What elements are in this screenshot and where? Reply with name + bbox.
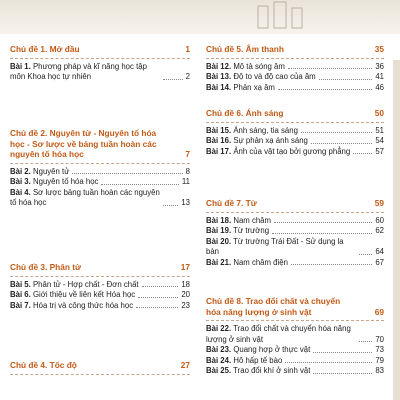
lesson-number: Bài 7. [10,300,31,310]
dot-leader [163,79,183,80]
lesson-number: Bài 14. [206,82,232,92]
lesson-number: Bài 1. [10,61,31,71]
lesson-number: Bài 3. [10,177,31,186]
lesson-title: Trao đổi chất và chuyển hóa năng lượng ở sinh vật [206,324,351,344]
dot-leader [301,132,372,133]
chapter-divider [206,122,384,123]
chapter-section [206,296,384,377]
chapter-title: Chủ đề 3. Phân tử [10,262,82,272]
lesson-number: Bài 23. [206,345,232,354]
dot-leader [136,307,178,308]
lesson-entry[interactable] [206,324,384,345]
decorative-illustration-icon [250,0,310,34]
lesson-title: Sự phản xạ ánh sáng [233,136,308,145]
lesson-page-number: 41 [375,72,384,81]
dot-leader [311,143,372,144]
lesson-label [206,72,316,83]
lesson-number: Bài 25. [206,366,232,375]
chapter-title: Chủ đề 6. Ánh sáng [206,108,284,118]
lesson-label [206,136,308,147]
lesson-number: Bài 20. [206,236,232,246]
lesson-number: Bài 4. [10,187,31,197]
lesson-entry[interactable] [206,62,384,73]
lesson-title: Quang hợp ở thực vật [233,345,311,354]
lesson-number: Bài 2. [10,166,31,176]
lesson-label [206,147,350,158]
lesson-label [10,280,139,291]
chapter-page-number: 59 [374,198,384,208]
dot-leader [272,233,372,234]
chapter-divider [206,58,384,59]
lesson-page-number: 79 [375,355,384,365]
lesson-entry[interactable] [206,147,384,158]
lesson-title: Mô tả sóng âm [233,61,285,71]
chapter-heading[interactable] [206,296,384,317]
lesson-entry[interactable] [206,72,384,83]
lesson-entry[interactable] [206,258,384,269]
chapter-section [10,44,190,83]
chapter-heading[interactable] [10,360,190,371]
lesson-page-number: 64 [375,247,384,256]
lesson-page-number: 8 [185,166,190,176]
lesson-title: Phân tử - Hợp chất - Đơn chất [32,279,139,289]
dot-leader [274,222,372,223]
lesson-entry[interactable] [10,62,190,83]
chapter-divider [10,374,190,375]
chapter-section [10,128,190,209]
chapter-title: Chủ đề 7. Từ [206,198,257,208]
lesson-title: Nguyên tố hóa học [32,177,99,186]
dot-leader [359,254,372,255]
dot-leader [291,264,372,265]
dot-leader [313,352,372,353]
lesson-label [206,62,285,73]
lesson-page-number: 46 [375,82,384,92]
dot-leader [285,362,372,363]
lesson-entry[interactable] [206,83,384,94]
lesson-entry[interactable] [10,280,190,291]
lesson-page-number: 51 [375,125,384,135]
lesson-number: Bài 12. [206,61,232,71]
lesson-entry[interactable] [10,301,190,312]
dot-leader [101,184,178,185]
lesson-entry[interactable] [206,237,384,258]
lesson-page-number: 70 [375,334,384,344]
lesson-number: Bài 22. [206,324,232,333]
lesson-number: Bài 5. [10,279,31,289]
dot-leader [288,68,372,69]
chapter-page-number: 17 [180,262,190,272]
lesson-title: Phản xạ âm [233,82,275,92]
lesson-title: Ánh sáng, tia sáng [233,125,298,135]
lesson-title: Hóa trị và công thức hóa học [32,300,134,310]
lesson-title: Sơ lược bảng tuần hoàn các nguyên tố hóa học [10,187,160,207]
lesson-label [206,356,282,367]
lesson-title: Nam châm điện [233,257,288,267]
lesson-label [206,258,288,269]
chapter-page-number: 1 [185,44,190,54]
chapter-heading[interactable] [10,262,190,273]
lesson-page-number: 73 [375,345,384,354]
chapter-section [206,108,384,157]
chapter-page-number: 7 [185,149,190,159]
lesson-page-number: 36 [375,61,384,71]
dot-leader [142,286,179,287]
dot-leader [278,89,372,90]
lesson-page-number: 23 [181,300,190,310]
lesson-page-number: 54 [375,136,384,145]
lesson-page-number: 57 [375,146,384,156]
lesson-label [206,345,310,356]
lesson-entry[interactable] [10,188,190,209]
dot-leader [313,373,372,374]
dot-leader [163,205,178,206]
dot-leader [319,79,373,80]
lesson-title: Nam châm [233,215,272,225]
lesson-label [10,62,160,83]
lesson-title: Trao đổi khí ở sinh vật [233,366,311,375]
chapter-divider [10,276,190,277]
lesson-page-number: 13 [181,198,190,207]
lesson-number: Bài 19. [206,226,232,235]
lesson-label [10,290,135,301]
lesson-entry[interactable] [206,366,384,377]
chapter-title: Chủ đề 4. Tốc độ [10,360,77,370]
chapter-heading[interactable] [206,198,384,209]
lesson-entry[interactable] [206,345,384,356]
lesson-entry[interactable] [206,226,384,237]
lesson-label [206,237,356,258]
lesson-entry[interactable] [10,167,190,178]
lesson-title: Từ trường Trái Đất - Sử dụng la bàn [206,236,344,256]
chapter-heading[interactable] [206,108,384,119]
chapter-page-number: 27 [180,360,190,370]
lesson-entry[interactable] [206,216,384,227]
lesson-title: Phương pháp và kĩ năng học tập môn Khoa học tự nhiên [10,61,147,81]
chapter-section [10,360,190,378]
dot-leader [353,153,372,154]
dot-leader [359,341,372,342]
chapter-title: Chủ đề 5. Âm thanh [206,44,284,54]
lesson-number: Bài 15. [206,125,232,135]
lesson-title: Ảnh của vật tạo bởi gương phẳng [233,146,351,156]
chapter-divider [10,58,190,59]
chapter-page-number: 69 [374,306,384,317]
lesson-label [206,126,298,137]
lesson-entry[interactable] [10,290,190,301]
dot-leader [72,173,182,174]
lesson-entry[interactable] [206,136,384,147]
chapter-heading[interactable] [206,44,384,55]
lesson-label [206,83,275,94]
lesson-page-number: 62 [375,226,384,235]
chapter-heading[interactable] [10,44,190,55]
lesson-number: Bài 13. [206,72,232,81]
lesson-page-number: 67 [375,257,384,267]
lesson-label [10,188,160,209]
lesson-label [206,324,356,345]
lesson-page-number: 2 [185,72,190,81]
lesson-title: Từ trường [233,226,270,235]
lesson-number: Bài 16. [206,136,232,145]
chapter-section [10,262,190,311]
lesson-entry[interactable] [206,126,384,137]
chapter-page-number: 35 [374,44,384,54]
lesson-page-number: 20 [181,290,190,299]
lesson-number: Bài 6. [10,290,31,299]
lesson-title: Độ to và độ cao của âm [233,72,316,81]
page-edge-strip [393,60,400,400]
lesson-number: Bài 18. [206,215,232,225]
lesson-title: Nguyên tử [32,166,70,176]
chapter-divider [10,163,190,164]
lesson-number: Bài 21. [206,257,232,267]
lesson-page-number: 83 [375,366,384,375]
lesson-label [206,226,269,237]
chapter-divider [206,320,384,321]
chapter-section [206,198,384,268]
dot-leader [138,297,178,298]
lesson-entry[interactable] [10,177,190,188]
lesson-label [10,177,98,188]
lesson-entry[interactable] [206,356,384,367]
lesson-number: Bài 17. [206,146,232,156]
lesson-page-number: 11 [181,177,190,186]
chapter-divider [206,212,384,213]
lesson-title: Hô hấp tế bào [233,355,283,365]
chapter-title: Chủ đề 2. Nguyên tử - Nguyên tố hóa học - Sơ lược về bảng tuần hoàn các nguyên tố hóa học [10,128,157,159]
chapter-section [206,44,384,93]
lesson-label [206,366,310,377]
lesson-label [206,216,271,227]
lesson-page-number: 60 [375,215,384,225]
chapter-title: Chủ đề 8. Trao đổi chất và chuyển hóa năng lượng ở sinh vật [206,296,341,317]
chapter-page-number: 50 [374,108,384,118]
lesson-label [10,167,69,178]
lesson-title: Giới thiệu về liên kết Hóa học [32,290,136,299]
top-decorative-band [0,0,400,34]
lesson-number: Bài 24. [206,355,232,365]
lesson-label [10,301,133,312]
chapter-heading[interactable] [10,128,190,160]
chapter-title: Chủ đề 1. Mở đầu [10,44,80,54]
lesson-page-number: 18 [181,279,190,289]
